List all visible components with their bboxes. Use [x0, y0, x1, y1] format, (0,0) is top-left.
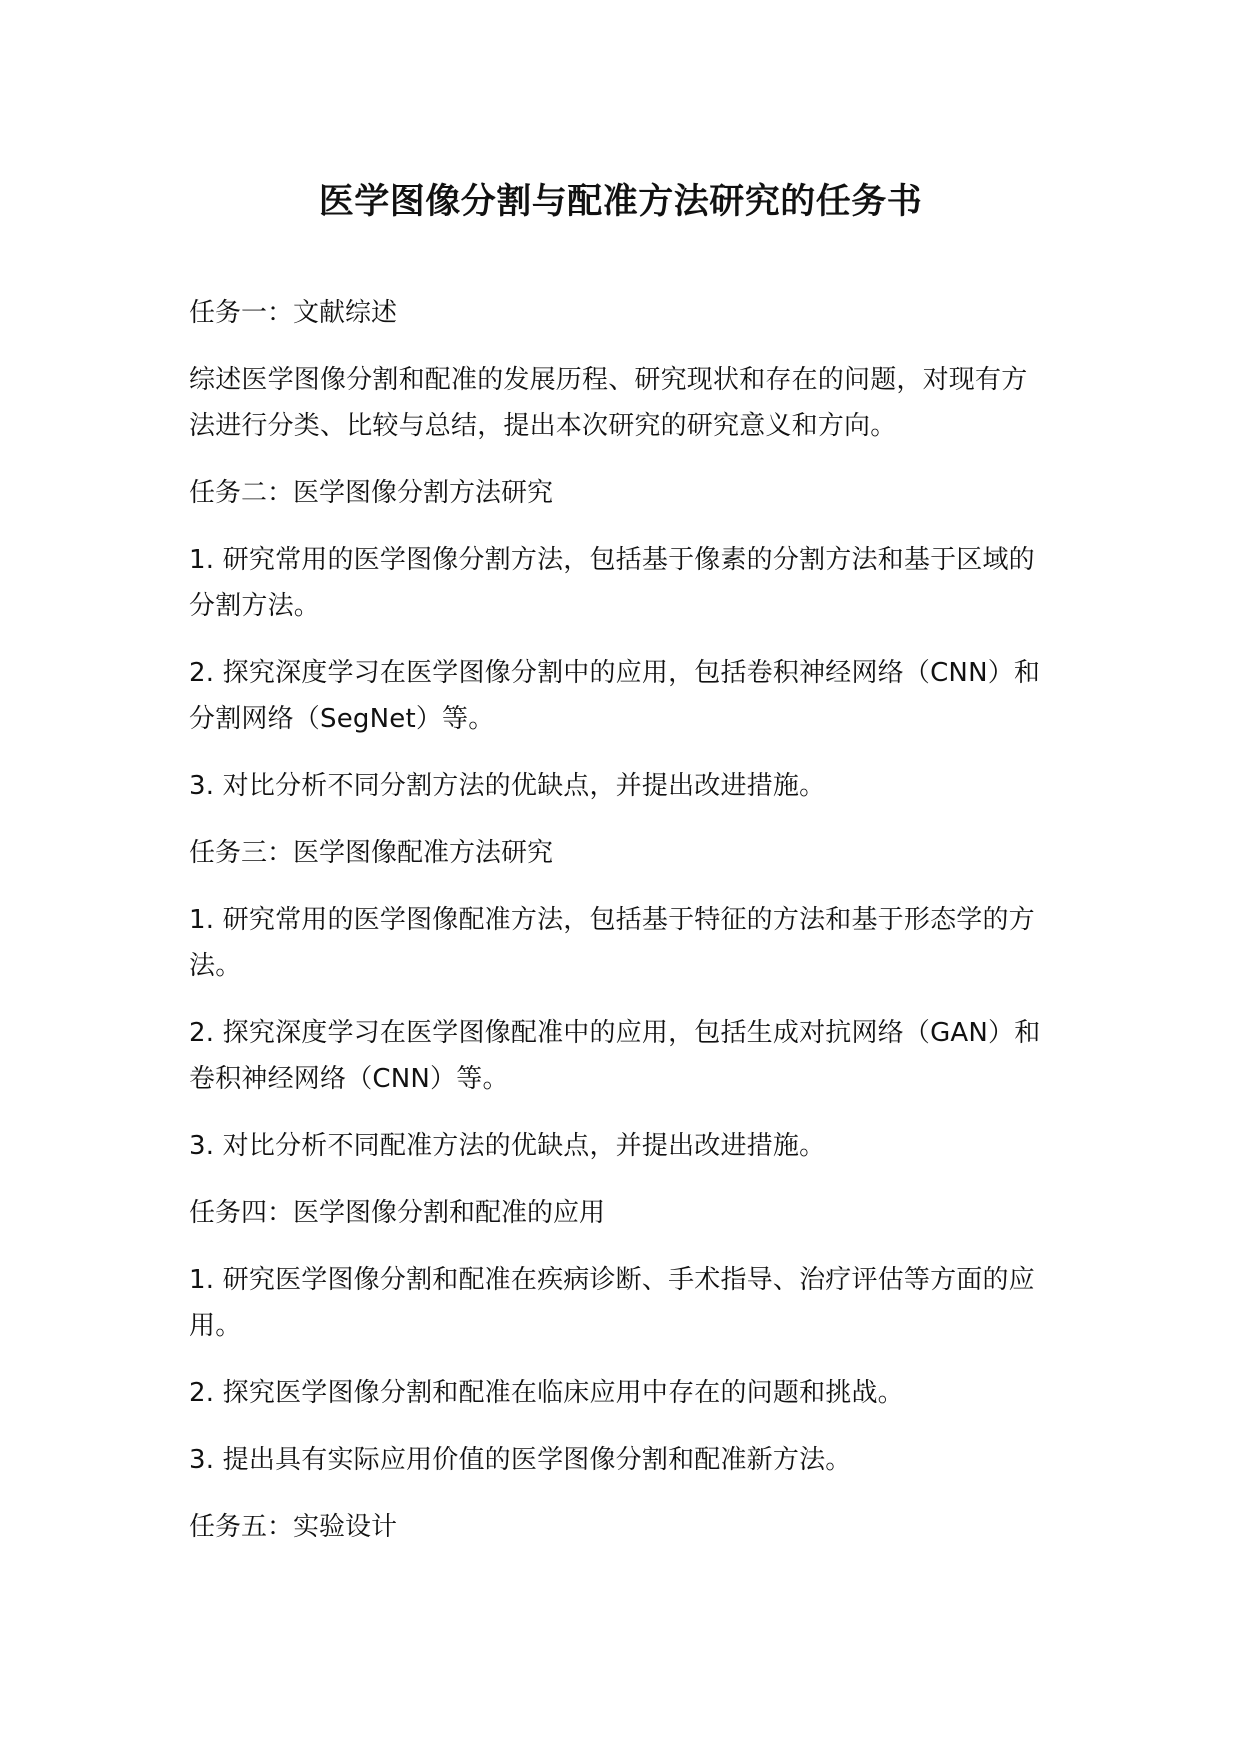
list-item: 2. 探究深度学习在医学图像配准中的应用，包括生成对抗网络（GAN）和卷积神经网络（CNN）等。	[189, 1018, 1041, 1094]
section-heading-task-2: 任务二：医学图像分割方法研究	[189, 478, 554, 508]
paragraph-literature-review: 综述医学图像分割和配准的发展历程、研究现状和存在的问题，对现有方法进行分类、比较与总结，提出本次研究的研究意义和方向。	[189, 365, 1028, 441]
list-item: 3. 提出具有实际应用价值的医学图像分割和配准新方法。	[189, 1445, 852, 1475]
document-title: 医学图像分割与配准方法研究的任务书	[318, 182, 923, 222]
section-heading-task-4: 任务四：医学图像分割和配准的应用	[189, 1198, 606, 1228]
list-item: 3. 对比分析不同分割方法的优缺点，并提出改进措施。	[189, 771, 826, 801]
section-heading-task-1: 任务一：文献综述	[189, 298, 398, 328]
section-heading-task-3: 任务三：医学图像配准方法研究	[189, 838, 554, 868]
section-heading-task-5: 任务五：实验设计	[189, 1512, 398, 1542]
document-body	[189, 290, 1049, 1571]
list-item: 1. 研究常用的医学图像配准方法，包括基于特征的方法和基于形态学的方法。	[189, 905, 1035, 981]
list-item: 2. 探究深度学习在医学图像分割中的应用，包括卷积神经网络（CNN）和分割网络（SegNet）等。	[189, 658, 1041, 734]
list-item: 3. 对比分析不同配准方法的优缺点，并提出改进措施。	[189, 1131, 826, 1161]
list-item: 1. 研究医学图像分割和配准在疾病诊断、手术指导、治疗评估等方面的应用。	[189, 1265, 1035, 1341]
list-item: 1. 研究常用的医学图像分割方法，包括基于像素的分割方法和基于区域的分割方法。	[189, 545, 1035, 621]
list-item: 2. 探究医学图像分割和配准在临床应用中存在的问题和挑战。	[189, 1378, 904, 1408]
